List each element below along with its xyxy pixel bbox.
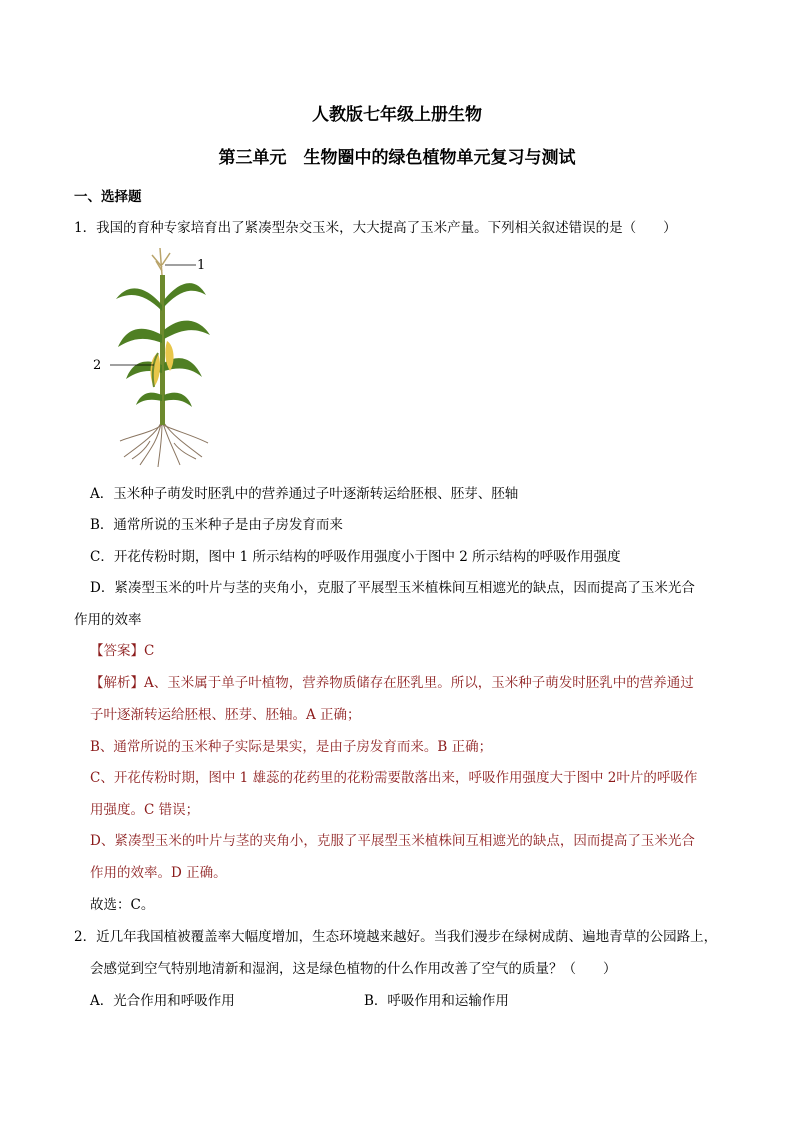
q1-option-c: C．开花传粉时期，图中 1 所示结构的呼吸作用强度小于图中 2 所示结构的呼吸作用强度 [90, 549, 621, 565]
tassel [152, 248, 170, 275]
q1-option-d: D．紧凑型玉米的叶片与茎的夹角小，克服了平展型玉米植株间互相遮光的缺点，因而提高了玉米光合 [90, 580, 695, 596]
answer-value: C [144, 643, 155, 659]
stem [160, 275, 165, 425]
q2-option-b: B．呼吸作用和运输作用 [364, 993, 509, 1009]
analysis-line-1 [90, 674, 694, 692]
analysis-line-2: 子叶逐渐转运给胚根、胚芽、胚轴。A 正确； [90, 707, 361, 723]
analysis-line-4: C、开花传粉时期，图中 1 雄蕊的花药里的花粉需要散落出来，呼吸作用强度大于图中 2叶片的呼吸作 [90, 770, 698, 786]
q2-stem-cont: 会感觉到空气特别地清新和湿润，这是绿色植物的什么作用改善了空气的质量？（ ） [90, 961, 617, 977]
roots [120, 423, 208, 467]
q1-stem: 1．我国的育种专家培育出了紧凑型杂交玉米，大大提高了玉米产量。下列相关叙述错误的是（ ） [74, 220, 677, 236]
analysis-line-5: 用强度。C 错误； [90, 802, 200, 818]
answer-label: 【答案】 [90, 643, 144, 659]
figure-label-2: 2 [93, 358, 102, 373]
q2-option-a: A．光合作用和呼吸作用 [90, 993, 235, 1009]
analysis-line-3: B、通常所说的玉米种子实际是果实，是由子房发育而来。B 正确； [90, 739, 493, 755]
q1-option-d-cont: 作用的效率 [74, 612, 142, 628]
q1-option-b: B．通常所说的玉米种子是由子房发育而来 [90, 517, 343, 533]
corn-plant-figure [110, 245, 230, 470]
analysis-line-6: D、紧凑型玉米的叶片与茎的夹角小，克服了平展型玉米植株间互相遮光的缺点，因而提高了玉米光合 [90, 833, 695, 849]
answer-line [90, 642, 154, 660]
section-heading: 一、选择题 [74, 189, 142, 205]
analysis-line-7: 作用的效率。D 正确。 [90, 865, 227, 881]
document-title: 人教版七年级上册生物 [312, 105, 482, 125]
analysis-text-1: A、玉米属于单子叶植物，营养物质储存在胚乳里。所以，玉米种子萌发时胚乳中的营养通过 [144, 675, 694, 691]
figure-label-1: 1 [197, 258, 206, 273]
q2-stem: 2．近几年我国植被覆盖率大幅度增加，生态环境越来越好。当我们漫步在绿树成荫、遍地青草的公园路上， [74, 929, 718, 945]
conclusion: 故选：C。 [90, 897, 155, 913]
q1-option-a: A．玉米种子萌发时胚乳中的营养通过子叶逐渐转运给胚根、胚芽、胚轴 [90, 486, 519, 502]
analysis-label: 【解析】 [90, 675, 144, 691]
unit-title: 第三单元 生物圈中的绿色植物单元复习与测试 [218, 148, 576, 168]
